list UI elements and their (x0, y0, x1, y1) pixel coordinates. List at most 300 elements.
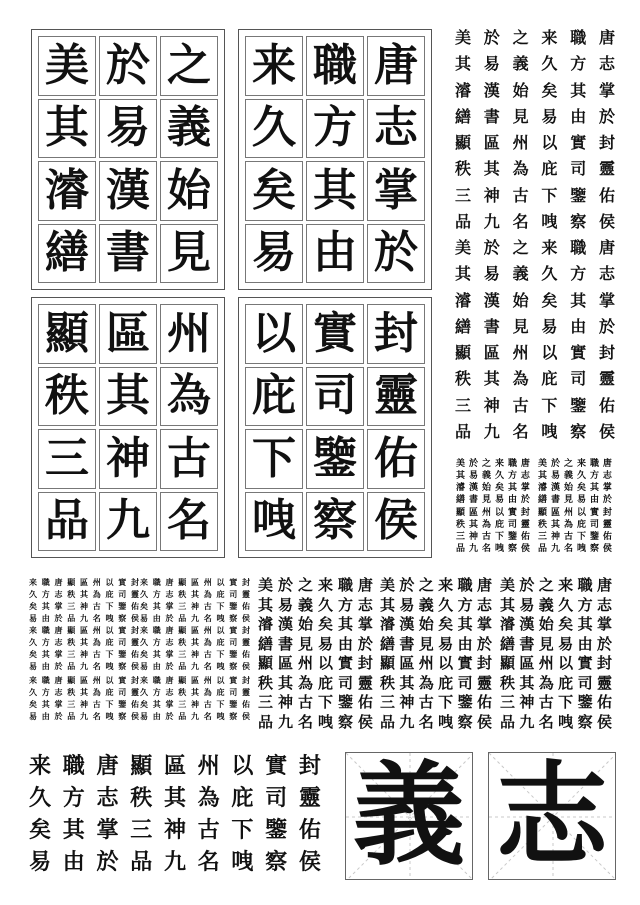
text-column (538, 460, 547, 554)
character: 秩 (456, 519, 466, 530)
character: 矣 (541, 290, 558, 310)
character: 易 (541, 316, 558, 336)
text-row (140, 638, 250, 646)
character: 漢 (519, 615, 535, 634)
character: 以 (216, 675, 225, 685)
character: 下 (558, 693, 574, 712)
character: 矣 (29, 601, 37, 611)
character: 漢 (277, 615, 293, 634)
text-column (358, 578, 373, 730)
character: 義 (538, 595, 554, 614)
character: 靈 (596, 673, 612, 692)
character: 秩 (178, 589, 187, 599)
character-cell: 秩 (38, 367, 96, 427)
character: 於 (96, 849, 119, 875)
character: 顯 (67, 625, 76, 635)
character-cell: 久 (245, 99, 303, 159)
character: 以 (541, 343, 558, 363)
character: 秩 (67, 687, 76, 697)
character: 其 (191, 589, 199, 599)
character: 久 (576, 471, 586, 482)
character: 易 (140, 613, 148, 623)
text-column (519, 578, 534, 730)
character-cell: 易 (245, 224, 303, 284)
character-cell: 於 (99, 36, 157, 96)
character: 来 (438, 576, 454, 594)
character: 秩 (130, 785, 153, 811)
character: 鑒 (229, 601, 238, 611)
horizontal-text-tiny-2 (140, 578, 250, 622)
character: 其 (570, 290, 587, 310)
character: 方 (152, 589, 161, 599)
character: 三 (380, 693, 396, 712)
character: 佑 (476, 693, 492, 712)
character: 封 (242, 625, 250, 635)
text-row (140, 602, 250, 610)
character: 義 (481, 471, 491, 482)
character: 久 (558, 595, 574, 614)
character-cell: 靈 (367, 367, 425, 427)
character: 美 (456, 459, 466, 469)
text-row (29, 638, 139, 646)
text-column (570, 240, 586, 440)
character: 察 (229, 613, 238, 623)
character: 繕 (258, 634, 274, 653)
character-cell: 由 (306, 224, 364, 284)
character: 易 (483, 264, 500, 284)
character-grid (38, 36, 218, 283)
character: 侯 (357, 712, 373, 731)
character: 㖂 (541, 421, 558, 441)
character: 佑 (242, 649, 250, 659)
character: 方 (570, 54, 587, 74)
character: 佑 (131, 649, 139, 659)
character: 矣 (29, 817, 52, 843)
character: 㖂 (105, 613, 114, 623)
character: 古 (203, 601, 212, 611)
character: 唐 (357, 576, 373, 594)
character: 唐 (520, 459, 530, 469)
character-cell: 義 (160, 99, 218, 159)
character: 神 (80, 699, 88, 709)
character: 下 (216, 601, 225, 611)
character: 之 (418, 576, 434, 594)
text-row (29, 700, 139, 708)
character: 為 (563, 519, 573, 530)
character: 其 (41, 649, 50, 659)
character: 品 (258, 712, 274, 731)
character: 秩 (67, 589, 76, 599)
character: 易 (541, 106, 558, 126)
text-column (495, 460, 504, 554)
character: 義 (512, 54, 529, 74)
character-cell: 㖂 (245, 492, 303, 552)
character: 庇 (317, 673, 333, 692)
character: 濬 (500, 615, 516, 634)
character: 掌 (165, 649, 174, 659)
character: 易 (140, 711, 148, 721)
character-cell: 美 (38, 36, 96, 96)
character: 佑 (598, 185, 615, 205)
character: 濬 (455, 80, 472, 100)
text-row (140, 712, 250, 720)
character: 唐 (598, 28, 615, 47)
character: 區 (191, 577, 199, 587)
character: 漢 (468, 483, 478, 494)
character: 庇 (216, 637, 225, 647)
character: 志 (54, 637, 63, 647)
character: 九 (191, 613, 199, 623)
character: 久 (140, 589, 148, 599)
text-column (380, 578, 395, 730)
text-column (513, 240, 529, 440)
character: 矣 (29, 699, 37, 709)
character: 以 (317, 654, 333, 673)
character: 来 (541, 238, 558, 257)
character-cell: 下 (245, 429, 303, 489)
character: 為 (92, 637, 101, 647)
character: 於 (483, 238, 500, 257)
character: 志 (598, 54, 615, 74)
text-column (597, 578, 612, 730)
character: 其 (80, 687, 88, 697)
character: 神 (550, 531, 560, 542)
character: 方 (152, 687, 161, 697)
character: 司 (118, 687, 127, 697)
character: 見 (297, 634, 313, 653)
character: 職 (507, 459, 517, 469)
character: 見 (538, 634, 554, 653)
character-cell: 顯 (38, 304, 96, 364)
character: 區 (191, 625, 199, 635)
character: 司 (229, 687, 238, 697)
character: 由 (570, 316, 587, 336)
text-column (484, 30, 500, 230)
character: 古 (203, 649, 212, 659)
character: 察 (118, 613, 127, 623)
character: 神 (468, 531, 478, 542)
character: 九 (399, 712, 415, 731)
character: 方 (41, 637, 50, 647)
character: 矣 (541, 80, 558, 100)
character: 佑 (598, 395, 615, 415)
character: 下 (105, 649, 114, 659)
character: 實 (118, 625, 127, 635)
character: 其 (538, 471, 548, 482)
character: 来 (29, 577, 37, 587)
text-column (513, 30, 529, 230)
character: 志 (165, 589, 174, 599)
character: 三 (178, 649, 187, 659)
character: 為 (92, 589, 101, 599)
character: 州 (203, 625, 212, 635)
text-column (508, 460, 517, 554)
character: 神 (483, 395, 500, 415)
character: 實 (229, 625, 238, 635)
character: 神 (191, 699, 199, 709)
character: 掌 (602, 483, 612, 494)
character: 品 (67, 711, 76, 721)
character: 以 (216, 577, 225, 587)
character: 於 (165, 711, 174, 721)
character: 古 (92, 699, 101, 709)
character: 唐 (598, 238, 615, 257)
character: 下 (231, 817, 254, 843)
character: 名 (92, 711, 101, 721)
character: 其 (519, 673, 535, 692)
character: 察 (507, 543, 517, 554)
character: 易 (317, 634, 333, 653)
character: 其 (380, 595, 396, 614)
character: 掌 (476, 615, 492, 634)
character: 於 (602, 495, 612, 506)
character: 志 (476, 595, 492, 614)
text-column (564, 460, 573, 554)
character: 區 (80, 577, 88, 587)
character: 下 (105, 699, 114, 709)
character: 久 (494, 471, 504, 482)
character: 見 (481, 495, 491, 506)
character: 職 (577, 576, 593, 594)
character-cell: 見 (160, 224, 218, 284)
character: 封 (598, 133, 615, 153)
character: 於 (519, 576, 535, 594)
character: 唐 (165, 577, 174, 587)
character: 侯 (602, 543, 612, 554)
character: 繕 (380, 634, 396, 653)
character: 㖂 (105, 661, 114, 671)
character: 矣 (140, 601, 148, 611)
character: 實 (265, 753, 288, 779)
character: 志 (520, 471, 530, 482)
character: 方 (62, 785, 85, 811)
character: 司 (337, 673, 353, 692)
character: 職 (457, 576, 473, 594)
character: 職 (337, 576, 353, 594)
character: 始 (512, 290, 529, 310)
character: 以 (216, 625, 225, 635)
character: 掌 (598, 80, 615, 100)
character-cell: 始 (160, 161, 218, 221)
character: 三 (258, 693, 274, 712)
character: 封 (131, 675, 139, 685)
character: 㖂 (216, 661, 225, 671)
text-column (318, 578, 333, 730)
character: 庇 (576, 519, 586, 530)
character: 掌 (165, 601, 174, 611)
character: 九 (483, 211, 500, 231)
character: 州 (512, 133, 529, 153)
character: 顯 (130, 753, 153, 779)
character-cell: 侯 (367, 492, 425, 552)
character: 州 (92, 577, 101, 587)
character: 靈 (242, 637, 250, 647)
character: 其 (163, 785, 186, 811)
character: 顯 (380, 654, 396, 673)
character: 漢 (483, 80, 500, 100)
text-row (29, 819, 321, 841)
character: 於 (54, 661, 63, 671)
character: 顯 (67, 675, 76, 685)
character: 庇 (216, 589, 225, 599)
character: 志 (165, 637, 174, 647)
character-panel-3 (31, 297, 225, 558)
character: 名 (197, 849, 220, 875)
character: 其 (507, 483, 517, 494)
character: 靈 (357, 673, 373, 692)
character: 察 (457, 712, 473, 731)
text-row (29, 662, 139, 670)
character: 名 (203, 613, 212, 623)
text-row (29, 688, 139, 696)
character: 其 (570, 80, 587, 100)
character: 其 (589, 483, 599, 494)
character: 神 (399, 693, 415, 712)
character-cell: 漢 (99, 161, 157, 221)
character: 繕 (455, 316, 472, 336)
character: 顯 (538, 507, 548, 518)
character: 其 (483, 159, 500, 179)
character: 侯 (298, 849, 321, 875)
character: 職 (41, 577, 50, 587)
text-column (469, 460, 478, 554)
character: 名 (297, 712, 313, 731)
character: 唐 (54, 675, 63, 685)
character: 庇 (494, 519, 504, 530)
character: 易 (494, 495, 504, 506)
character: 来 (140, 577, 148, 587)
character: 顯 (455, 343, 472, 363)
character: 其 (456, 471, 466, 482)
character: 其 (41, 699, 50, 709)
character: 侯 (596, 712, 612, 731)
character: 美 (500, 576, 516, 594)
character: 顯 (456, 507, 466, 518)
character: 州 (92, 675, 101, 685)
character: 庇 (541, 159, 558, 179)
character: 其 (80, 589, 88, 599)
character: 由 (570, 106, 587, 126)
character: 區 (163, 753, 186, 779)
character: 下 (216, 699, 225, 709)
character: 掌 (598, 290, 615, 310)
character: 九 (80, 613, 88, 623)
text-row (140, 700, 250, 708)
character: 唐 (54, 577, 63, 587)
character: 察 (589, 543, 599, 554)
text-column (484, 240, 500, 440)
character: 来 (317, 576, 333, 594)
character: 於 (598, 106, 615, 126)
character: 封 (242, 577, 250, 587)
character: 於 (483, 28, 500, 47)
character: 庇 (231, 785, 254, 811)
character: 為 (203, 589, 212, 599)
character: 封 (131, 577, 139, 587)
character: 區 (80, 675, 88, 685)
character: 庇 (105, 637, 114, 647)
character: 九 (163, 849, 186, 875)
character: 州 (297, 654, 313, 673)
character: 實 (577, 654, 593, 673)
horizontal-text-tiny-3 (29, 626, 139, 670)
character: 司 (589, 519, 599, 530)
character: 於 (596, 634, 612, 653)
character: 方 (337, 595, 353, 614)
character: 州 (512, 343, 529, 363)
character: 唐 (165, 625, 174, 635)
text-column (298, 578, 313, 730)
character: 義 (418, 595, 434, 614)
character: 易 (468, 471, 478, 482)
text-row (29, 676, 139, 684)
character: 察 (577, 712, 593, 731)
character: 由 (507, 495, 517, 506)
text-row (29, 755, 321, 777)
character: 靈 (298, 785, 321, 811)
character: 方 (507, 471, 517, 482)
text-row (140, 626, 250, 634)
character-grid (245, 304, 425, 551)
character-cell: 司 (306, 367, 364, 427)
character-cell: 濬 (38, 161, 96, 221)
character: 區 (483, 343, 500, 363)
character: 品 (380, 712, 396, 731)
character: 志 (357, 595, 373, 614)
character: 掌 (54, 601, 63, 611)
character-cell: 名 (160, 492, 218, 552)
character: 唐 (54, 625, 63, 635)
character: 以 (231, 753, 254, 779)
character: 實 (118, 675, 127, 685)
character: 唐 (596, 576, 612, 594)
character: 品 (500, 712, 516, 731)
character: 佑 (131, 699, 139, 709)
text-row (140, 662, 250, 670)
character: 久 (140, 637, 148, 647)
character: 古 (538, 693, 554, 712)
character-cell: 繕 (38, 224, 96, 284)
character: 為 (297, 673, 313, 692)
character: 司 (570, 369, 587, 389)
character: 庇 (438, 673, 454, 692)
character: 為 (538, 673, 554, 692)
character: 秩 (178, 687, 187, 697)
character: 名 (92, 661, 101, 671)
character: 易 (550, 471, 560, 482)
character-cell: 方 (306, 99, 364, 159)
character: 下 (494, 531, 504, 542)
character: 名 (538, 712, 554, 731)
character: 秩 (67, 637, 76, 647)
character: 侯 (131, 613, 139, 623)
character: 㖂 (231, 849, 254, 875)
character: 實 (229, 577, 238, 587)
character: 實 (229, 675, 238, 685)
character: 區 (519, 654, 535, 673)
character: 三 (67, 649, 76, 659)
character: 志 (54, 687, 63, 697)
character: 方 (152, 637, 161, 647)
character: 顯 (178, 577, 187, 587)
text-column (455, 30, 471, 230)
character: 㖂 (541, 211, 558, 231)
character: 志 (602, 471, 612, 482)
character: 司 (577, 673, 593, 692)
character: 品 (456, 543, 466, 554)
character: 為 (203, 687, 212, 697)
character: 古 (563, 531, 573, 542)
